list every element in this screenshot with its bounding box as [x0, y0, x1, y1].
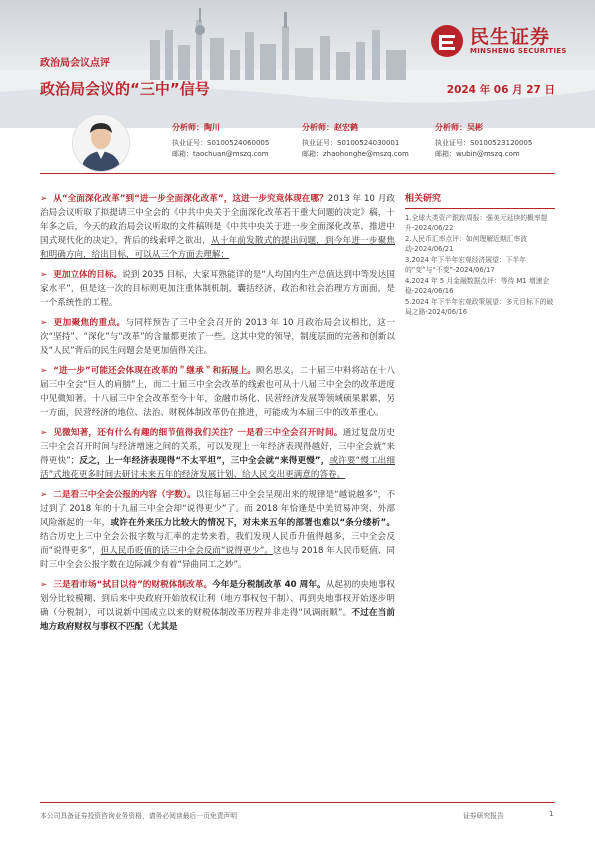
- related-research-item[interactable]: 5.2024 年下半年宏观政策展望：多元目标下的破局之路-2024/06/16: [405, 297, 554, 316]
- related-research-item[interactable]: 1.全球大类资产跟踪周报：强美元延续的概率提升-2024/06/22: [405, 213, 548, 232]
- logo-english-name: MINSHENG SECURITIES: [470, 47, 567, 55]
- main-content: [40, 192, 395, 640]
- underlined-text: 或许要“慢工出细活”式地花更多时间去研讨未来五年的经济发展计划、给人民交出更满意的答卷。: [40, 456, 396, 480]
- analyst-cert: 执业证号：S0100523120005: [435, 139, 533, 147]
- analyst-email[interactable]: 邮箱：taochuan@mszq.com: [172, 150, 269, 158]
- analyst-email[interactable]: 邮箱：zhaohonghe@mszq.com: [302, 150, 409, 158]
- bold-text: 不过在当前地方政府财权与事权不匹配（尤其是: [40, 608, 395, 632]
- analyst-email[interactable]: 邮箱：wubin@mszq.com: [435, 150, 520, 158]
- underlined-text: 从十年前发散式的提出问题，到今年进一步聚焦和明确方向，给出目标，可以从三个方面去理解：: [40, 236, 395, 260]
- paragraph-heading: 三是看市场“拭目以待”的财税体制改革。: [53, 580, 213, 590]
- report-date: 2024 年 06 月 27 日: [446, 84, 555, 96]
- report-title: 政治局会议的“三中”信号: [40, 80, 210, 98]
- paragraph-6: [40, 488, 395, 572]
- paragraph-7: [40, 578, 395, 634]
- paragraph-heading: “进一步”可能还会体现在改革的＂继承＂和拓展上。: [53, 366, 256, 376]
- analyst-name: 赵宏鹤: [334, 123, 358, 132]
- paragraph-heading: 从“全面深化改革”到“进一步全面深化改革”，这进一步究竟体现在哪？: [53, 194, 328, 204]
- paragraph-text: 以往每届三中全会呈现出来的规律是“越说越多”，不过到了 2018 年的十九届三中全会却“说得更少”了。而 2018 年恰逢是中美贸易冲突、外部风险渐起的一年，: [40, 490, 395, 528]
- header-banner: [0, 0, 595, 128]
- analyst-name: 陶川: [204, 123, 220, 132]
- analyst-role: 分析师：: [172, 123, 204, 132]
- bold-text: 反之，上一年经济表现得“不太平坦”，三中全会就“来得更慢”，: [79, 456, 330, 466]
- paragraph-5: [40, 426, 395, 482]
- arrow-bullet-icon: ➢: [40, 580, 48, 590]
- paragraph-text: 通过复盘历史三中全会召开时间与经济增速之间的关系，可以发现上一年经济表现得越好，三中全会就“来得更快”；: [40, 428, 395, 466]
- analyst-card-2: [302, 122, 409, 160]
- footer-report-type: 证券研究报告: [463, 812, 504, 820]
- paragraph-heading: 见微知著，还有什么有趣的细节值得我们关注？一是看三中全会召开时间。: [53, 428, 343, 438]
- arrow-bullet-icon: ➢: [40, 366, 48, 376]
- arrow-bullet-icon: ➢: [40, 270, 48, 280]
- analyst-cert: 执业证号：S0100524060005: [172, 139, 270, 147]
- related-research-item[interactable]: 3.2024 年下半年宏观经济展望：下半年的“变”与“不变”-2024/06/17: [405, 255, 527, 274]
- paragraph-heading: 更加聚焦的重点。: [53, 318, 126, 328]
- paragraph-4: [40, 364, 395, 420]
- analyst-role: 分析师：: [435, 123, 467, 132]
- related-research-sidebar: [405, 194, 555, 318]
- underlined-text: 但人民币贬值的话三中全会反而“说得更少”。: [100, 546, 273, 556]
- analyst-role: 分析师：: [302, 123, 334, 132]
- brand-logo: [430, 24, 567, 58]
- sidebar-title: 相关研究: [405, 194, 555, 209]
- related-research-item[interactable]: 2.人民币汇率点评：如何理解近期汇率波动-2024/06/21: [405, 234, 528, 253]
- footer-disclaimer: 本公司具备证券投资咨询业务资格，请务必阅读最后一页免责声明: [40, 812, 238, 820]
- analyst-card-1: [172, 122, 269, 160]
- arrow-bullet-icon: ➢: [40, 318, 48, 328]
- arrow-bullet-icon: ➢: [40, 194, 48, 204]
- paragraph-text: 从起初的央地事权划分比较模糊、到后来中央政府开始放权让利（地方事权包干制）、再到央地事权开始逐步明确（分税制），可以说新中国成立以来的财税体制改革历程并非走得“风调雨顺”。: [40, 580, 395, 618]
- arrow-bullet-icon: ➢: [40, 428, 48, 438]
- analyst-avatar: [72, 114, 130, 172]
- analyst-cert: 执业证号：S0100524030001: [302, 139, 400, 147]
- report-category: 政治局会议点评: [40, 58, 110, 69]
- analyst-name: 吴彬: [467, 123, 483, 132]
- paragraph-text: 2013 年 10 月政治局会议听取了拟提请三中全会的《中共中央关于全面深化改革若干重大问题的决定》稿，十年多之后，今天的政治局会议听取的文件稿则是《中共中央关于进一步全面深化改革、推进中国式现代化的决定》，背后的线索呼之欲出，: [40, 194, 395, 246]
- bold-text: 今年是分税制改革 40 周年。: [212, 580, 326, 590]
- paragraph-heading: 更加立体的目标。: [53, 270, 123, 280]
- footer-divider: [40, 802, 555, 803]
- paragraph-2: [40, 268, 395, 310]
- paragraph-text: 结合历史上三中全会公报字数与汇率的走势来看，我们发现人民币升值得越多，三中全会反而“说得更多”，: [40, 532, 395, 556]
- header-divider: [40, 173, 555, 174]
- related-research-item[interactable]: 4.2024 年 5 月金融数据点评：等待 M1 增速企稳-2024/06/16: [405, 276, 550, 295]
- paragraph-text: 说到 2035 目标，大家耳熟能详的是“人均国内生产总值达到中等发达国家水平”，但是这一次的目标则更加注重体制机制，囊括经济、政治和社会治理方方面面，是一个系统性的工程。: [40, 270, 395, 308]
- arrow-bullet-icon: ➢: [40, 490, 48, 500]
- analyst-card-3: [435, 122, 532, 160]
- paragraph-text: 顾名思义，二十届三中料将站在十八届三中全会“巨人的肩膀”上，而二十届三中全会改革的线索也可从十八届三中全会的改革进度中见微知著。十八届三中全会改革至今十年，金融市场化、民营经济发展等领域硕果累累，另一方面，民营经济的地位、法治、财税体制改革仍在推进，可能成为本届三中的改革重心。: [40, 366, 395, 418]
- minsheng-logo-icon: [430, 24, 464, 58]
- page-number: 1: [549, 810, 554, 818]
- logo-chinese-name: 民生证券: [470, 26, 551, 48]
- bold-text: 或许在外来压力比较大的情况下，对未来五年的部署也难以“条分缕析”。: [110, 518, 395, 528]
- paragraph-text: 与同样预告了三中全会召开的 2013 年 10 月政治局会议相比，这一次“坚持”、“深化”与“改革”的含量都更浓了一些。这其中党的领导，制度层面的完善和创新以及“人民”背后的民生问题会是更加值得关注。: [40, 318, 395, 356]
- person-photo-icon: [73, 115, 129, 171]
- paragraph-heading: 二是看三中全会公报的内容（字数）。: [53, 490, 196, 500]
- paragraph-text: 这也与 2018 年人民币贬值、同时三中全会公报字数在边际减少有着“异曲同工之妙”。: [40, 546, 396, 570]
- paragraph-3: [40, 316, 395, 358]
- paragraph-1: [40, 192, 395, 262]
